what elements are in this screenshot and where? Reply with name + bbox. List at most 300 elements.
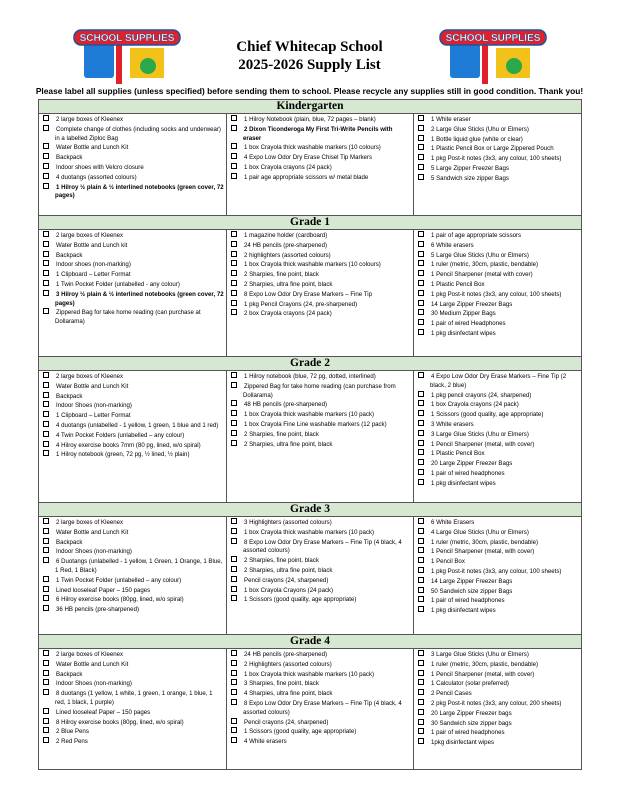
checkbox-icon[interactable] [43, 401, 49, 407]
checkbox-icon[interactable] [418, 144, 424, 150]
checkbox-icon[interactable] [418, 251, 424, 257]
checkbox-icon[interactable] [418, 410, 424, 416]
supply-item [43, 441, 224, 451]
supply-item [418, 679, 579, 689]
checkbox-icon[interactable] [418, 606, 424, 612]
supply-item [43, 737, 224, 747]
supply-item-text: 1 box Crayola thick washable markers (10 colours) [244, 261, 381, 269]
grade-section [39, 230, 581, 356]
supply-item-text: 1 pkg Post-it notes (3x3, any colour, 100 sheets) [431, 567, 562, 575]
supply-item [43, 660, 224, 670]
checkbox-icon[interactable] [231, 372, 237, 378]
checkbox-icon[interactable] [418, 135, 424, 141]
checkbox-icon[interactable] [231, 382, 237, 388]
supply-item-text: 1 Plastic Pencil Box [431, 280, 485, 288]
supply-item [418, 319, 579, 329]
supply-item-text: Pencil crayons (24, sharpened) [244, 576, 329, 584]
supply-item-text: 1 Pencil Sharpener (metal, with cover) [431, 670, 535, 678]
checkbox-icon[interactable] [231, 125, 237, 131]
checkbox-icon[interactable] [231, 556, 237, 562]
checkbox-icon[interactable] [418, 270, 424, 276]
supply-item-text: 2 Sharpies, fine point, black [244, 557, 319, 565]
checkbox-icon[interactable] [231, 595, 237, 601]
supply-item [418, 728, 579, 738]
supply-item-text: 1 Bottle liquid glue (white or clear) [431, 135, 523, 143]
supply-item-text: 1 pair of wired headphones [431, 729, 505, 737]
supply-item [418, 391, 579, 401]
supply-item [418, 449, 579, 459]
checkbox-icon[interactable] [231, 309, 237, 315]
supply-column [414, 649, 581, 769]
supply-item-text: 1 Clipboard – Letter Format [56, 271, 131, 279]
supply-item-text: 4 Expo Low Odor Dry Erase Markers – Fine Tip (2 black, 2 blue) [430, 373, 567, 389]
supply-item [418, 699, 579, 709]
checkbox-icon[interactable] [418, 469, 424, 475]
checkbox-icon[interactable] [418, 420, 424, 426]
supply-item-text: 8 Expo Low Odor Dry Erase Markers – Fine Tip (4 black, 4 assorted colours) [243, 699, 402, 716]
supply-item [418, 231, 579, 241]
checkbox-icon[interactable] [231, 115, 237, 121]
checkbox-icon[interactable] [231, 689, 237, 695]
supply-item [43, 605, 224, 615]
supply-item-text: Zippered Bag for take home reading (can purchase at Dollarama) [55, 309, 201, 326]
supply-item-text: 24 HB pencils (pre-sharpened) [244, 241, 327, 249]
supply-item-text: 4 Hilroy exercise books 7mm (80 pg, lined, w/o spiral) [56, 441, 201, 449]
supply-item [231, 309, 411, 319]
checkbox-icon[interactable] [43, 708, 49, 714]
supply-item-text: 1 pair of wired Headphones [431, 320, 506, 328]
supply-item [418, 270, 579, 280]
supply-item-text: 1 Pencil Box [431, 558, 465, 566]
checkbox-icon[interactable] [418, 449, 424, 455]
checkbox-icon[interactable] [231, 576, 237, 582]
supply-column [227, 649, 414, 769]
checkbox-icon[interactable] [43, 308, 49, 314]
checkbox-icon[interactable] [43, 557, 49, 563]
supply-item [231, 115, 411, 125]
supply-item-text: Lined looseleaf Paper – 150 pages [56, 586, 151, 594]
checkbox-icon[interactable] [43, 679, 49, 685]
checkbox-icon[interactable] [43, 280, 49, 286]
checkbox-icon[interactable] [418, 309, 424, 315]
supply-item-text: 2 large boxes of Kleenex [56, 116, 124, 123]
supply-column [414, 114, 581, 215]
supply-item-text: Water Bottle and Lunch Kit [56, 144, 129, 152]
checkbox-icon[interactable] [231, 440, 237, 446]
supply-item-text: 6 White erasers [431, 241, 474, 249]
checkbox-icon[interactable] [418, 115, 424, 121]
checkbox-icon[interactable] [231, 241, 237, 247]
supply-item-text: 4 White erasers [244, 738, 287, 746]
checkbox-icon[interactable] [418, 738, 424, 744]
supply-item [43, 557, 224, 576]
checkbox-icon[interactable] [43, 173, 49, 179]
checkbox-icon[interactable] [43, 737, 49, 743]
supply-item [418, 547, 579, 557]
checkbox-icon[interactable] [418, 679, 424, 685]
checkbox-icon[interactable] [231, 430, 237, 436]
supply-item [231, 251, 411, 261]
checkbox-icon[interactable] [43, 382, 49, 388]
checkbox-icon[interactable] [418, 660, 424, 666]
checkbox-icon[interactable] [43, 143, 49, 149]
checkbox-icon[interactable] [418, 557, 424, 563]
checkbox-icon[interactable] [231, 143, 237, 149]
supply-item-text: 2 pkg Post-it notes (3x3, any colour, 200 sheets) [431, 699, 562, 707]
supply-item [231, 153, 411, 163]
checkbox-icon[interactable] [43, 241, 49, 247]
supply-item [231, 699, 411, 718]
checkbox-icon[interactable] [43, 421, 49, 427]
supply-item [43, 270, 224, 280]
checkbox-icon[interactable] [231, 650, 237, 656]
supply-item-text: 2 Pencil Cases [431, 690, 472, 698]
supply-item-text: 1 pkg Post-it notes (3x3, any colour, 100 sheets) [431, 155, 562, 163]
supply-item [43, 290, 224, 309]
supply-item-text: Indoor shoes with Velcro closure [56, 163, 144, 171]
supply-item-text: 4 Expo Low Odor Dry Erase Chisel Tip Markers [244, 154, 373, 162]
grade-header: Grade 4 [39, 634, 581, 649]
supply-item-text: 1 Hilroy Notebook (plain, blue, 72 pages – blank) [244, 116, 376, 123]
supply-item [43, 421, 224, 431]
supply-item [231, 241, 411, 251]
supply-item [418, 372, 579, 391]
checkbox-icon[interactable] [231, 173, 237, 179]
supply-item-text: 20 Large Zipper Freezer Bags [431, 460, 513, 468]
supply-item [418, 528, 579, 538]
supply-column [39, 371, 227, 502]
supply-item [231, 430, 411, 440]
supply-column [414, 371, 581, 502]
checkbox-icon[interactable] [418, 231, 424, 237]
supply-item [418, 135, 579, 145]
supply-item [43, 251, 224, 261]
checkbox-icon[interactable] [418, 577, 424, 583]
checkbox-icon[interactable] [231, 300, 237, 306]
supply-item-text: 2 highlighters (assorted colours) [244, 251, 331, 259]
checkbox-icon[interactable] [231, 251, 237, 257]
supply-item [43, 450, 224, 460]
checkbox-icon[interactable] [231, 586, 237, 592]
checkbox-icon[interactable] [43, 251, 49, 257]
supply-item [43, 670, 224, 680]
supply-item-text: 14 Large Zipper Freezer Bags [431, 577, 513, 585]
checkbox-icon[interactable] [43, 450, 49, 456]
checkbox-icon[interactable] [43, 392, 49, 398]
checkbox-icon[interactable] [43, 595, 49, 601]
checkbox-icon[interactable] [43, 605, 49, 611]
checkbox-icon[interactable] [418, 241, 424, 247]
checkbox-icon[interactable] [418, 400, 424, 406]
checkbox-icon[interactable] [231, 410, 237, 416]
checkbox-icon[interactable] [418, 440, 424, 446]
supply-item-text: 3 Large Glue Sticks (Uhu or Elmers) [431, 651, 529, 658]
supply-item [231, 173, 411, 183]
checkbox-icon[interactable] [43, 689, 49, 695]
supply-item [418, 115, 579, 125]
supply-item-text: 8 Expo Low Odor Dry Erase Markers – Fine Tip (4 black, 4 assorted colours) [243, 538, 402, 555]
supply-item [231, 143, 411, 153]
supply-item-text: Lined looseleaf Paper – 150 pages [56, 708, 151, 716]
supply-item-text: 4 duotangs (assorted colours) [56, 173, 137, 181]
supply-item [418, 719, 579, 729]
supply-item-text: 6 Hilroy exercise books (80pg, lined, w/o spiral) [56, 596, 184, 604]
supply-item [231, 163, 411, 173]
supply-item-text: 2 large boxes of Kleenex [56, 373, 124, 380]
supply-item-text: 1 box Crayola thick washable markers (10 pack) [244, 670, 375, 678]
checkbox-icon[interactable] [231, 718, 237, 724]
checkbox-icon[interactable] [43, 290, 49, 296]
supply-item [418, 459, 579, 469]
supply-item-text: 5 Large Zipper Freezer Bags [431, 164, 509, 172]
supply-item [418, 689, 579, 699]
checkbox-icon[interactable] [43, 576, 49, 582]
supply-item [418, 280, 579, 290]
checkbox-icon[interactable] [418, 547, 424, 553]
checkbox-icon[interactable] [418, 300, 424, 306]
supply-item [418, 154, 579, 164]
logo-text: SCHOOL SUPPLIES [445, 33, 541, 44]
checkbox-icon[interactable] [43, 538, 49, 544]
supply-item [43, 401, 224, 411]
supply-item-text: Water Bottle and Lunch Kit [56, 382, 129, 390]
checkbox-icon[interactable] [43, 260, 49, 266]
checkbox-icon[interactable] [231, 660, 237, 666]
checkbox-icon[interactable] [418, 596, 424, 602]
checkbox-icon[interactable] [231, 260, 237, 266]
supply-item-text: 1 White eraser [431, 116, 471, 123]
supply-item [43, 372, 224, 382]
checkbox-icon[interactable] [418, 479, 424, 485]
checkbox-icon[interactable] [418, 260, 424, 266]
supply-item-text: 2 large boxes of Kleenex [56, 651, 124, 658]
supply-item [43, 125, 224, 144]
supply-item-text: Backpack [56, 154, 83, 162]
supply-item-text: 8 duotangs (1 yellow, 1 white, 1 green, 1 orange, 1 blue, 1 red, 1 black, 1 purple) [55, 690, 213, 706]
checkbox-icon[interactable] [231, 290, 237, 296]
supply-item [418, 709, 579, 719]
label-notice: Please label all supplies (unless specified) before sending them to school. Please recycle any supplies still in good condition. Thank you! [35, 86, 584, 96]
supply-item-text: 8 Expo Low Odor Dry Erase Markers – Fine Tip [244, 290, 373, 298]
supply-item-text: 1 pair of age appropriate scissors [431, 232, 522, 239]
supply-item-text: 1 Clipboard – Letter Format [56, 412, 131, 420]
checkbox-icon[interactable] [43, 115, 49, 121]
supply-item [43, 689, 224, 708]
checkbox-icon[interactable] [231, 153, 237, 159]
supply-column [227, 230, 414, 356]
supply-item [43, 280, 224, 290]
checkbox-icon[interactable] [231, 420, 237, 426]
supply-item [43, 163, 224, 173]
supply-item-text: 2 Sharpies, ultra fine point, black [244, 280, 333, 288]
checkbox-icon[interactable] [231, 280, 237, 286]
supply-item-text: Indoor shoes (non-marking) [56, 261, 131, 269]
supply-item [418, 164, 579, 174]
supply-item [231, 528, 411, 538]
supply-item-text: 1 box Crayola Crayons (24 pack) [244, 586, 334, 594]
grade-section [39, 371, 581, 502]
checkbox-icon[interactable] [418, 459, 424, 465]
checkbox-icon[interactable] [43, 586, 49, 592]
supply-item-text: 1 Calculator (solar preferred) [431, 680, 509, 688]
supply-item-text: 50 Sandwich size zipper Bags [431, 587, 513, 595]
supply-grid [38, 99, 582, 770]
checkbox-icon[interactable] [418, 319, 424, 325]
supply-item-text: 1 pkg Pencil Crayons (24, pre-sharpened) [244, 300, 358, 308]
checkbox-icon[interactable] [418, 372, 424, 378]
checkbox-icon[interactable] [231, 670, 237, 676]
supply-item [43, 718, 224, 728]
checkbox-icon[interactable] [418, 290, 424, 296]
checkbox-icon[interactable] [43, 518, 49, 524]
checkbox-icon[interactable] [231, 231, 237, 237]
checkbox-icon[interactable] [418, 650, 424, 656]
supply-item [231, 270, 411, 280]
checkbox-icon[interactable] [43, 270, 49, 276]
supply-item [418, 738, 579, 748]
checkbox-icon[interactable] [43, 372, 49, 378]
supply-item [43, 679, 224, 689]
supply-item [231, 679, 411, 689]
supply-item [231, 410, 411, 420]
checkbox-icon[interactable] [418, 280, 424, 286]
checkbox-icon[interactable] [418, 154, 424, 160]
supply-item [231, 556, 411, 566]
supply-item-text: 4 Sharpies, ultra fine point, black [244, 690, 333, 698]
supply-item-text: 1 ruler (metric, 30cm, plastic, bendable) [431, 538, 539, 546]
supply-item-text: 20 Large Zipper Freezer bags [431, 709, 512, 717]
supply-item-text: 2 Red Pens [56, 738, 88, 746]
supply-item-text: 1 ruler (metric, 30cm, plastic, bendable) [431, 261, 539, 269]
checkbox-icon[interactable] [43, 670, 49, 676]
supply-item [418, 587, 579, 597]
checkbox-icon[interactable] [231, 699, 237, 705]
supply-item-text: 1 Hilroy notebook (green, 72 pg, ½ lined, ½ plain) [56, 451, 190, 459]
supply-item-text: 3 Hilroy ½ plain & ½ interlined notebooks (green cover, 72 pages) [55, 290, 224, 307]
checkbox-icon[interactable] [231, 528, 237, 534]
checkbox-icon[interactable] [418, 728, 424, 734]
supply-item [43, 547, 224, 557]
supply-item-text: 2 Large Glue Sticks (Uhu or Elmers) [431, 125, 529, 133]
supply-item-text: 14 Large Zipper Freezer Bags [431, 300, 513, 308]
checkbox-icon[interactable] [418, 538, 424, 544]
supply-item [231, 576, 411, 586]
checkbox-icon[interactable] [43, 153, 49, 159]
supply-item-text: 1 ruler (metric, 30cm, plastic, bendable) [431, 660, 539, 668]
supply-item [43, 241, 224, 251]
checkbox-icon[interactable] [418, 670, 424, 676]
checkbox-icon[interactable] [418, 430, 424, 436]
checkbox-icon[interactable] [43, 411, 49, 417]
checkbox-icon[interactable] [231, 727, 237, 733]
supply-item-text: 2 large boxes of Kleenex [56, 232, 124, 239]
checkbox-icon[interactable] [418, 329, 424, 335]
supply-item [231, 420, 411, 430]
checkbox-icon[interactable] [418, 391, 424, 397]
grade-section [39, 517, 581, 634]
supply-item [418, 440, 579, 450]
supply-item [418, 650, 579, 660]
supply-item [231, 689, 411, 699]
checkbox-icon[interactable] [418, 709, 424, 715]
supply-item-text: 48 HB pencils (pre-sharpened) [244, 401, 327, 409]
checkbox-icon[interactable] [43, 650, 49, 656]
supply-item-text: 4 duotangs (unlabelled - 1 yellow, 1 green, 1 blue and 1 red) [56, 421, 219, 429]
supply-item [231, 595, 411, 605]
checkbox-icon[interactable] [418, 164, 424, 170]
checkbox-icon[interactable] [231, 679, 237, 685]
checkbox-icon[interactable] [418, 125, 424, 131]
checkbox-icon[interactable] [43, 547, 49, 553]
supply-item [418, 420, 579, 430]
checkbox-icon[interactable] [43, 125, 49, 131]
supply-item-text: 1 magazine holder (cardboard) [244, 232, 328, 239]
supply-item [231, 290, 411, 300]
checkbox-icon[interactable] [43, 660, 49, 666]
checkbox-icon[interactable] [43, 431, 49, 437]
checkbox-icon[interactable] [231, 163, 237, 169]
checkbox-icon[interactable] [43, 183, 49, 189]
checkbox-icon[interactable] [418, 518, 424, 524]
supply-item [231, 372, 411, 382]
checkbox-icon[interactable] [231, 566, 237, 572]
supply-item [231, 440, 411, 450]
checkbox-icon[interactable] [418, 567, 424, 573]
supply-list-year: 2025-2026 Supply List [238, 57, 381, 73]
supply-item-text: 2 Blue Pens [56, 728, 89, 736]
supply-item-text: 3 White erasers [431, 420, 474, 428]
supply-item [43, 595, 224, 605]
checkbox-icon[interactable] [418, 587, 424, 593]
supply-item-text: 30 Medium Zipper Bags [431, 310, 496, 318]
supply-item [43, 183, 224, 202]
checkbox-icon[interactable] [231, 538, 237, 544]
supply-item [418, 660, 579, 670]
supply-item-text: 8 Hilroy exercise books (80pg, lined, w/o spiral) [56, 718, 184, 726]
supply-item-text: Backpack [56, 251, 83, 259]
checkbox-icon[interactable] [43, 727, 49, 733]
supply-item-text: Indoor Shoes (non-marking) [56, 680, 132, 688]
supply-item [43, 727, 224, 737]
checkbox-icon[interactable] [43, 163, 49, 169]
supply-column [227, 114, 414, 215]
checkbox-icon[interactable] [418, 699, 424, 705]
supply-item [43, 231, 224, 241]
checkbox-icon[interactable] [418, 689, 424, 695]
checkbox-icon[interactable] [418, 174, 424, 180]
supply-item [418, 251, 579, 261]
checkbox-icon[interactable] [231, 518, 237, 524]
checkbox-icon[interactable] [43, 528, 49, 534]
supply-item [231, 382, 411, 401]
checkbox-icon[interactable] [43, 231, 49, 237]
checkbox-icon[interactable] [43, 718, 49, 724]
checkbox-icon[interactable] [418, 528, 424, 534]
checkbox-icon[interactable] [231, 400, 237, 406]
checkbox-icon[interactable] [43, 441, 49, 447]
supply-item-text: Water Bottle and Lunch Kit [56, 528, 129, 536]
supply-item-text: 1 pair age appropriate scissors w/ metal blade [244, 173, 369, 181]
supply-item [418, 567, 579, 577]
supply-item-text: 6 Duotangs (unlabelled - 1 yellow, 1 Green, 1 Orange, 1 Blue, 1 Red, 1 Black) [55, 558, 223, 574]
checkbox-icon[interactable] [231, 737, 237, 743]
supply-item [418, 606, 579, 616]
supply-item [231, 125, 411, 144]
supply-item-text: 1 Pencil Sharpener (metal, with cover) [431, 548, 535, 556]
checkbox-icon[interactable] [231, 270, 237, 276]
checkbox-icon[interactable] [418, 719, 424, 725]
supply-item [418, 577, 579, 587]
